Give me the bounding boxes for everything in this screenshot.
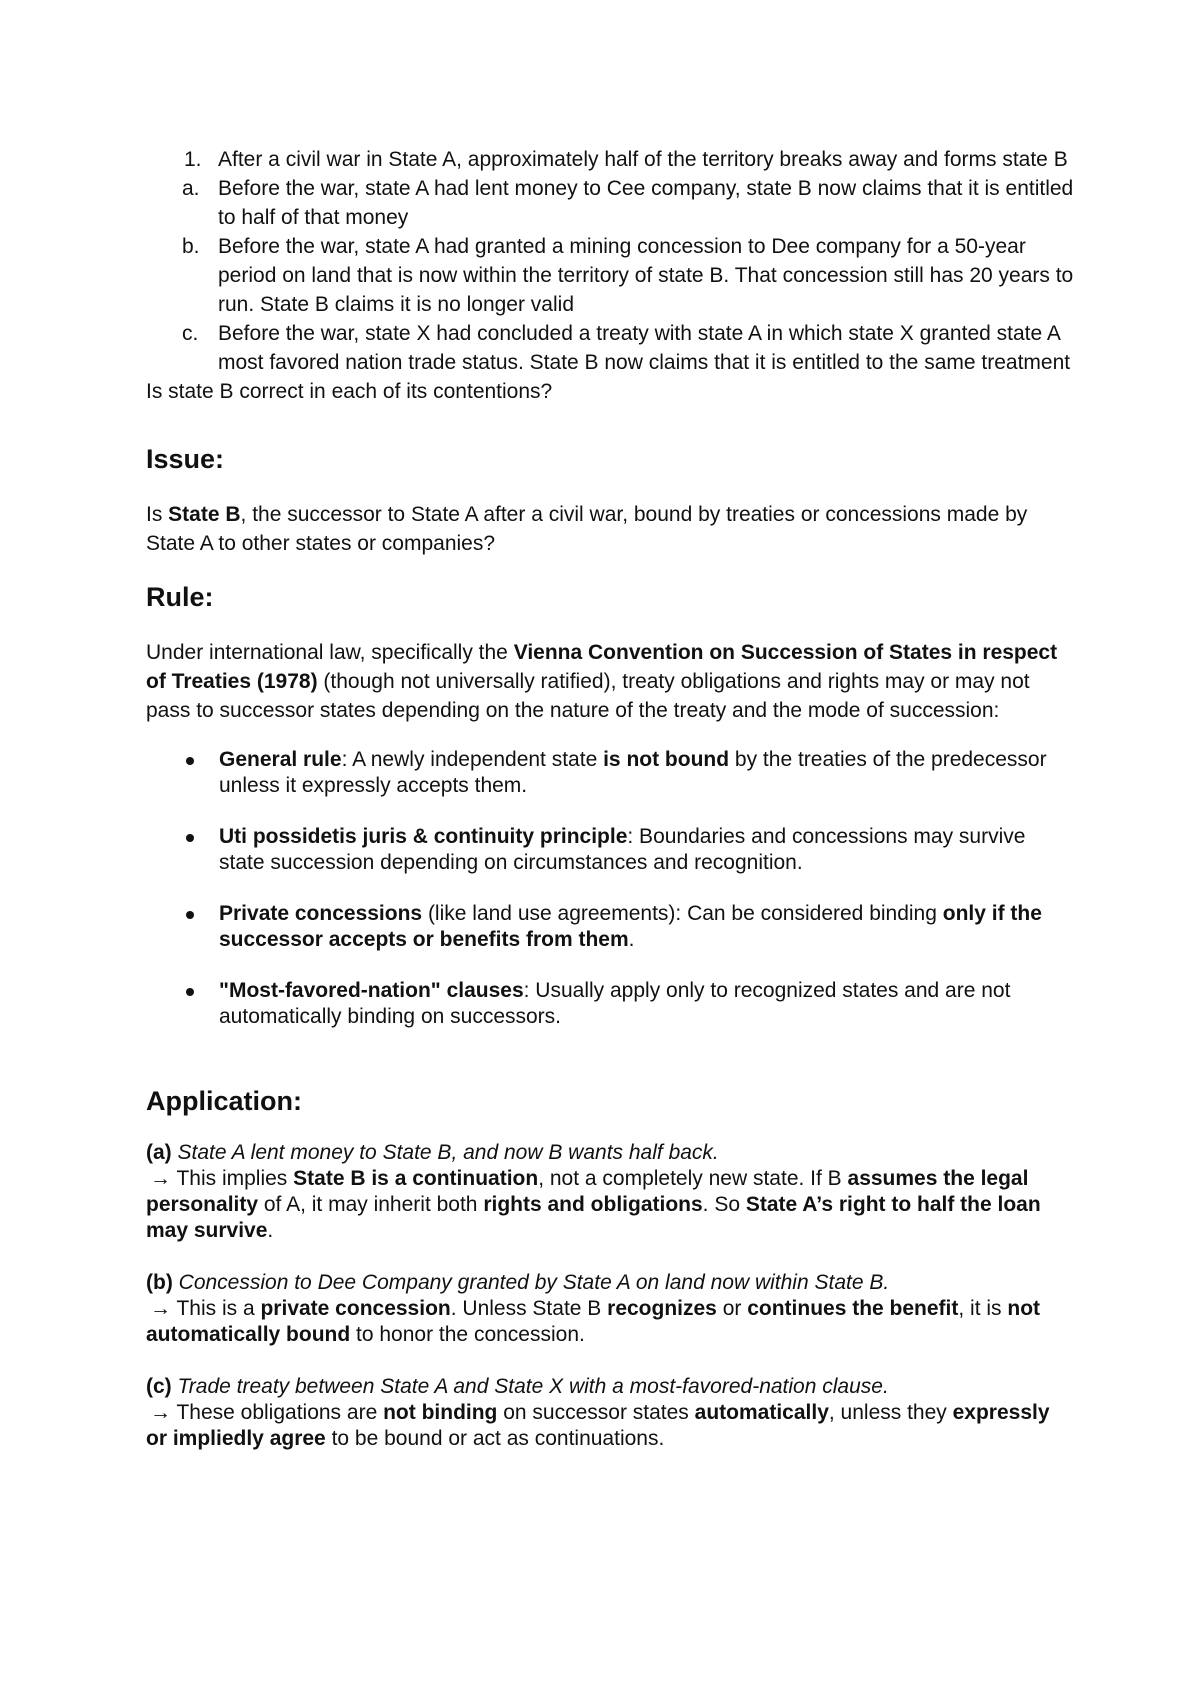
bullet-bold: Private concessions [219, 902, 423, 925]
rule-heading: Rule: [146, 582, 214, 612]
bold-run: private concession [260, 1297, 451, 1320]
question-item-1 [146, 145, 1076, 174]
bullet-text: : Usually apply only to recognized states and are not automatically binding on successors. [219, 979, 1011, 1028]
question-prompt: Is state B correct in each of its contentions? [146, 380, 553, 403]
text-run: These obligations are [171, 1401, 384, 1424]
text-run: of A, it may inherit both [258, 1193, 484, 1216]
application-c [146, 1374, 1076, 1452]
text-run: . So [702, 1193, 746, 1216]
bullet-dot [186, 911, 194, 919]
bullet-text: : Boundaries and concessions may survive state succession depending on circumstances and recognition. [219, 825, 1026, 874]
bullet-bold-2: only if the successor accepts or benefits from them [219, 902, 1042, 951]
question-list [146, 145, 1076, 377]
text-run: , it is [958, 1297, 1008, 1320]
list-marker: 1. [184, 148, 202, 171]
rule-bullet-2 [146, 824, 1076, 876]
bullet-bold: "Most-favored-nation" clauses [219, 979, 524, 1002]
item-italic: State A lent money to State B, and now B wants half back. [171, 1141, 719, 1164]
application-b [146, 1270, 1076, 1348]
text-run: . [267, 1219, 274, 1242]
text-run: on successor states [497, 1401, 695, 1424]
bullet-dot [186, 834, 194, 842]
application-a [146, 1140, 1076, 1244]
list-marker: b. [182, 235, 200, 258]
text-run: , not a completely new state. If B [538, 1167, 848, 1190]
bold-run: automatically [694, 1401, 829, 1424]
item-italic: Concession to Dee Company granted by State A on land now within State B. [172, 1271, 890, 1294]
list-item-text: Before the war, state A had lent money to Cee company, state B now claims that it is entitled to half of that money [218, 177, 1074, 229]
bullet-text-2: by the treaties of the predecessor unless it expressly accepts them. [219, 748, 1047, 797]
bold-run: continues the benefit [747, 1297, 959, 1320]
bullet-dot [186, 757, 194, 765]
question-item-a [146, 174, 1076, 232]
bold-run: State B is a continuation [293, 1167, 539, 1190]
bullet-bold: General rule [219, 748, 342, 771]
bold-run: assumes the legal personality [146, 1167, 1029, 1216]
bold-run: State A’s right to half the loan may survive [146, 1193, 1041, 1242]
bullet-bold-2: is not bound [603, 748, 730, 771]
bullet-text-2: . [628, 928, 635, 951]
item-label: (c) [146, 1375, 172, 1398]
issue-heading: Issue: [146, 444, 225, 474]
list-item-text: Before the war, state A had granted a mining concession to Dee company for a 50-year period on land that is now within the territory of state B. That concession still has 20 years to run. State B claims it is no longer valid [218, 235, 1074, 316]
list-item-text: Before the war, state X had concluded a treaty with state A in which state X granted state A most favored nation trade status. State B now claims that it is entitled to the same treatment [218, 322, 1071, 374]
rule-bullet-3 [146, 901, 1076, 953]
bullet-text: (like land use agreements): Can be considered binding [422, 902, 943, 925]
list-marker: c. [182, 322, 199, 345]
item-label: (b) [146, 1271, 173, 1294]
text-run: , unless they [828, 1401, 953, 1424]
application-c-title [146, 1374, 1076, 1400]
bold-run: not automatically bound [146, 1297, 1041, 1346]
arrow-icon: → [150, 1297, 171, 1320]
issue-text-rest: , the successor to State A after a civil war, bound by treaties or concessions made by State A to other states or companies? [146, 503, 1028, 555]
arrow-icon: → [150, 1401, 171, 1424]
item-italic: Trade treaty between State A and State X with a most-favored-nation clause. [171, 1375, 889, 1398]
list-marker: a. [182, 177, 200, 200]
application-a-title [146, 1140, 1076, 1166]
bullet-text: : A newly independent state [341, 748, 604, 771]
text-run: . Unless State B [450, 1297, 608, 1320]
rule-intro-convention: Vienna Convention on Succession of States in respect of Treaties (1978) [146, 641, 1058, 693]
rule-intro-b: (though not universally ratified), treaty obligations and rights may or may not pass to successor states depending on the nature of the treaty and the mode of succession: [146, 670, 1030, 722]
bold-run: expressly or impliedly agree [146, 1401, 1050, 1450]
application-c-body [146, 1400, 1076, 1452]
rule-bullet-1 [146, 747, 1076, 799]
application-b-title [146, 1270, 1076, 1296]
bullet-dot [186, 988, 194, 996]
issue-paragraph [146, 500, 1076, 558]
item-label: (a) [146, 1141, 172, 1164]
question-item-c [146, 319, 1076, 377]
issue-bold-state-b: State B [168, 503, 241, 526]
text-run: This is a [171, 1297, 261, 1320]
bullet-bold: Uti possidetis juris & continuity principle [219, 825, 628, 848]
application-heading: Application: [146, 1086, 302, 1116]
bold-run: rights and obligations [483, 1193, 703, 1216]
issue-text-start: Is [146, 503, 169, 526]
application-a-body [146, 1166, 1076, 1244]
text-run: This implies [171, 1167, 294, 1190]
rule-intro-a: Under international law, specifically the [146, 641, 514, 664]
bold-run: not binding [383, 1401, 498, 1424]
rule-intro [146, 638, 1076, 725]
document-body [146, 145, 1076, 1452]
arrow-icon: → [150, 1167, 171, 1190]
text-run: to be bound or act as continuations. [325, 1427, 665, 1450]
application-b-body [146, 1296, 1076, 1348]
question-item-b [146, 232, 1076, 319]
list-item-text: After a civil war in State A, approximately half of the territory breaks away and forms state B [218, 148, 1068, 171]
text-run: to honor the concession. [350, 1323, 585, 1346]
rule-bullet-4 [146, 978, 1076, 1030]
text-run: or [716, 1297, 748, 1320]
bold-run: recognizes [607, 1297, 717, 1320]
